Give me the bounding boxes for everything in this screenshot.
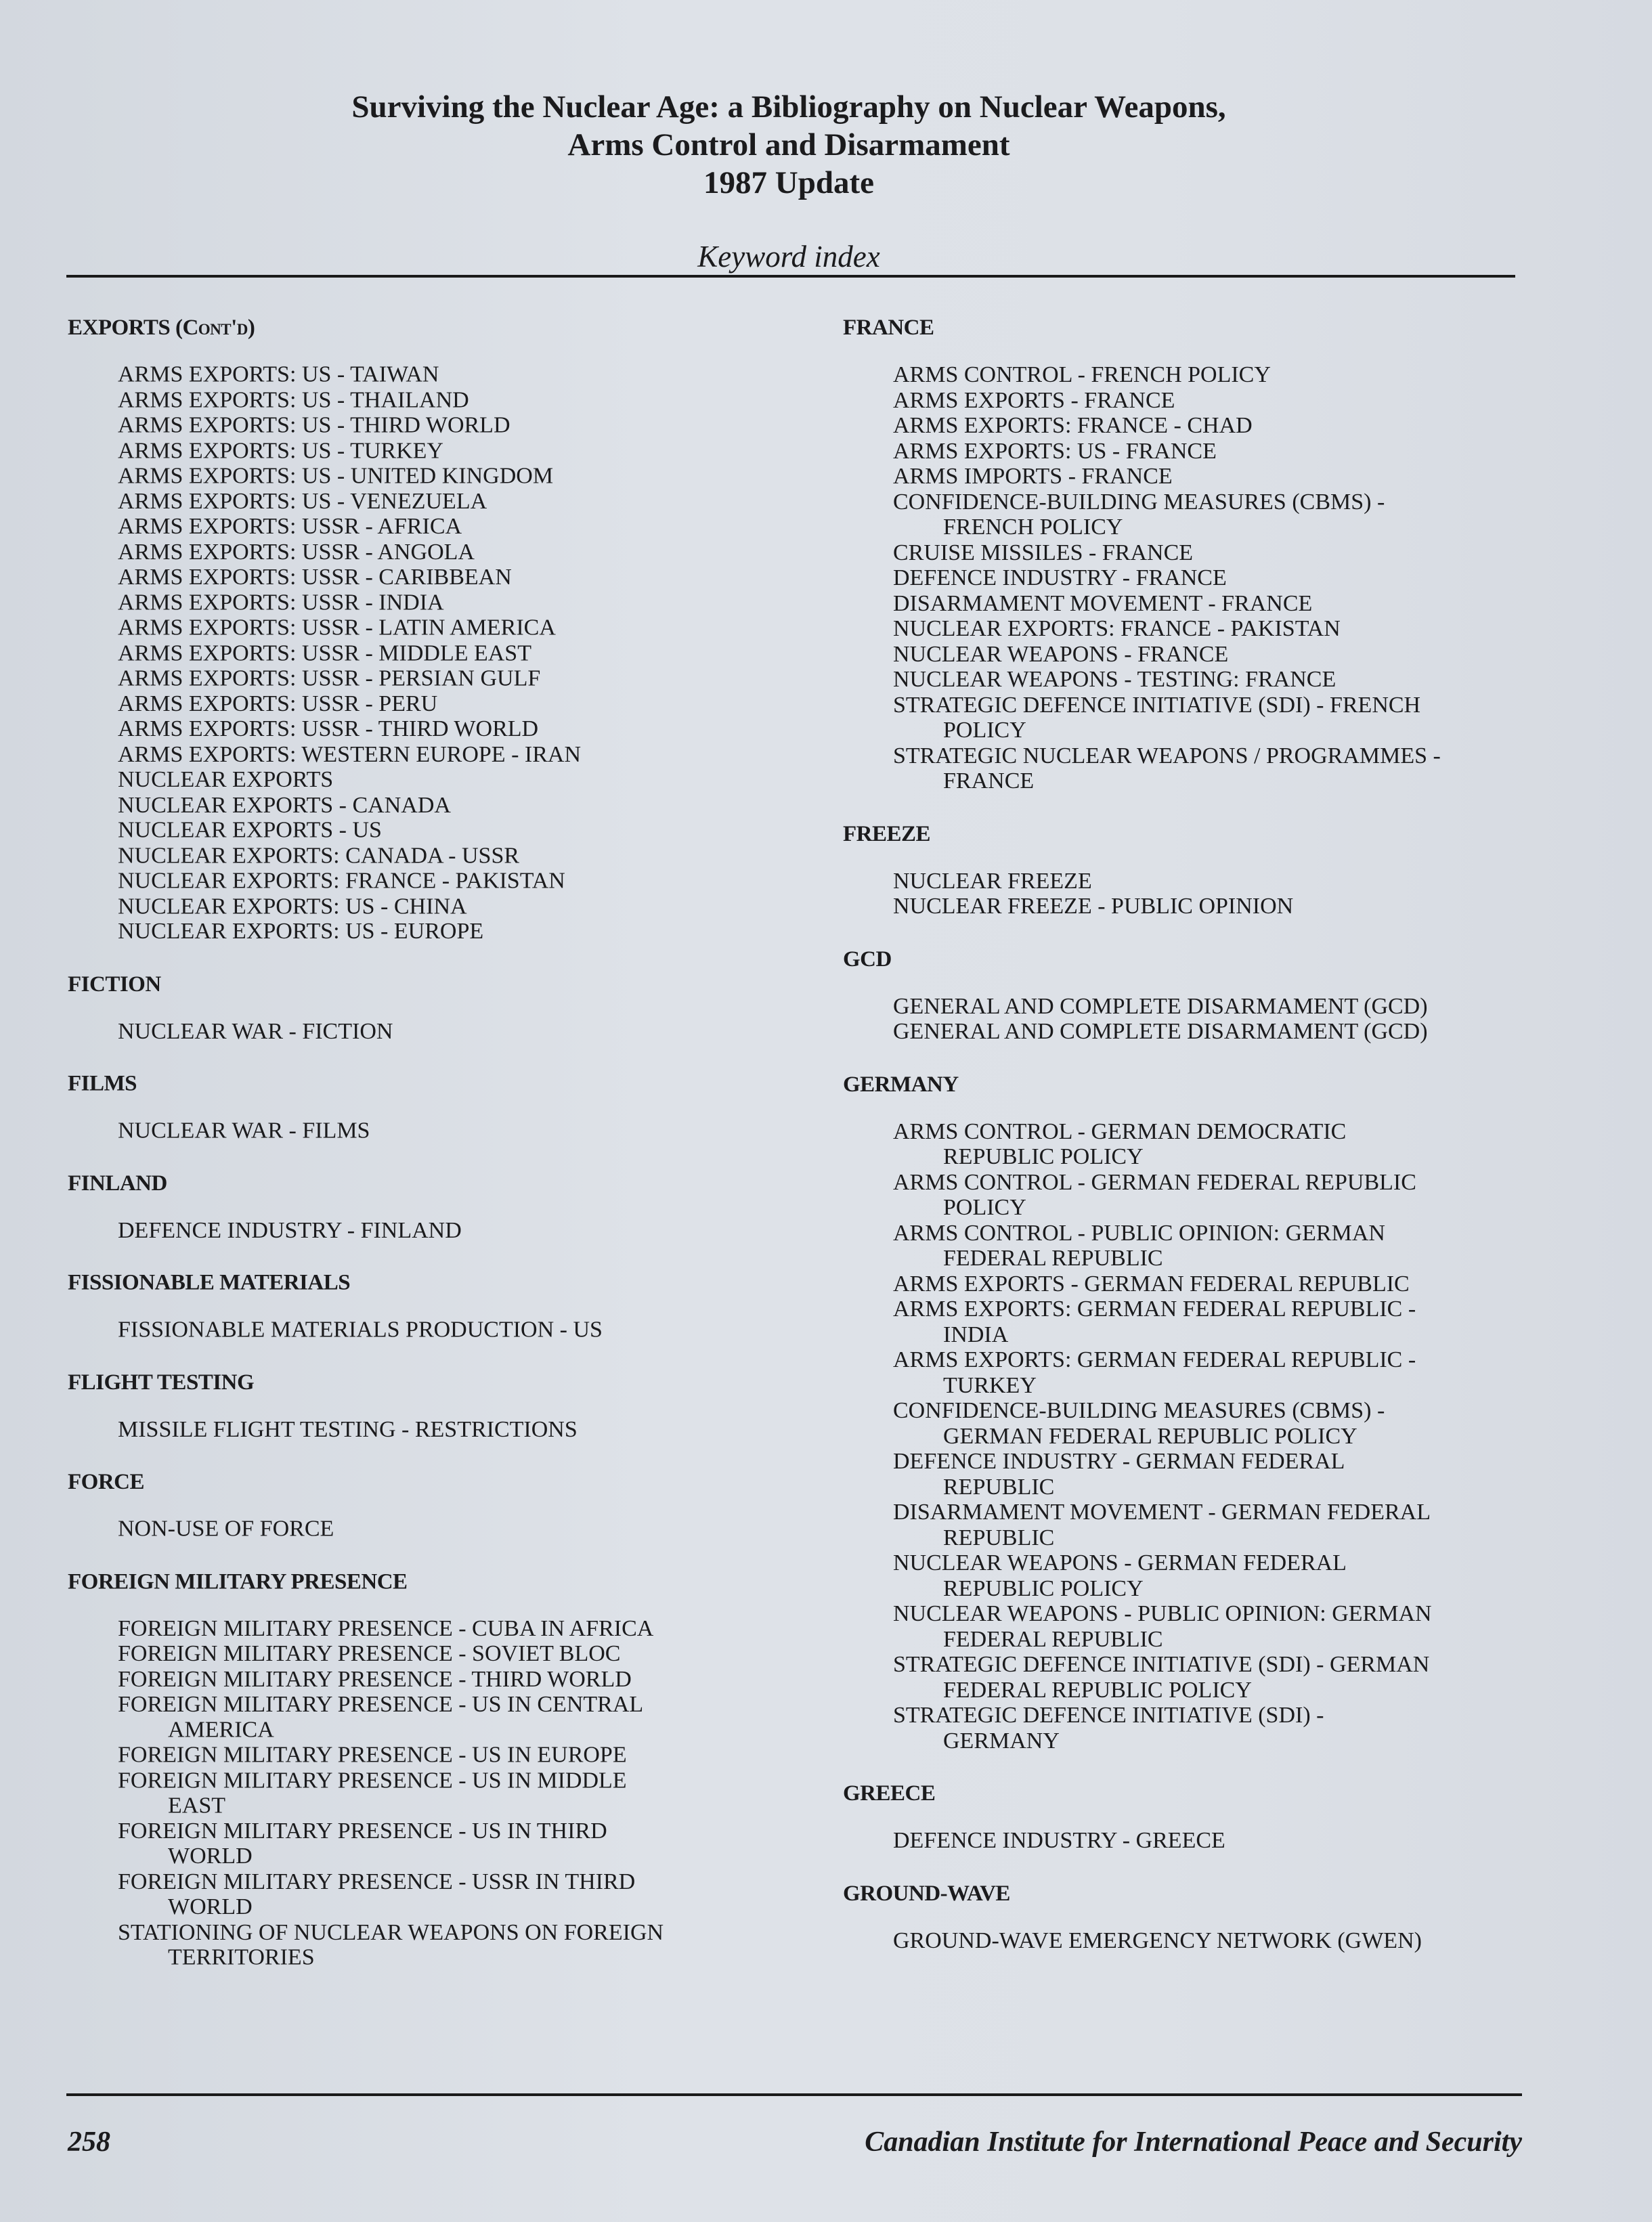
section-heading: GERMANY xyxy=(843,1072,959,1097)
index-entry xyxy=(843,1449,1561,1500)
entry-line: GENERAL AND COMPLETE DISARMAMENT (GCD) xyxy=(893,1019,1428,1044)
entry-line: ARMS EXPORTS: USSR - THIRD WORLD xyxy=(118,716,539,742)
index-section xyxy=(68,1469,819,1542)
entry-line: NUCLEAR EXPORTS - CANADA xyxy=(118,792,451,818)
index-entry xyxy=(68,843,819,868)
entry-line: ARMS EXPORTS: US - FRANCE xyxy=(893,438,1217,464)
index-entry xyxy=(843,1297,1561,1347)
section-heading: FORCE xyxy=(68,1469,144,1494)
entry-line: NUCLEAR WEAPONS - FRANCE xyxy=(893,641,1229,667)
entry-line: ARMS EXPORTS: USSR - INDIA xyxy=(118,590,444,615)
entry-list xyxy=(68,1118,819,1143)
index-entry xyxy=(68,1666,819,1691)
entry-list xyxy=(68,1317,819,1343)
entry-line: CONFIDENCE-BUILDING MEASURES (CBMS) - xyxy=(893,489,1385,515)
entry-line: GROUND-WAVE EMERGENCY NETWORK (GWEN) xyxy=(893,1927,1422,1953)
page-number: 258 xyxy=(68,2127,110,2158)
index-section xyxy=(68,972,819,1044)
index-entry xyxy=(68,818,819,843)
entry-line: NON-USE OF FORCE xyxy=(118,1516,334,1542)
index-entry xyxy=(843,894,1561,919)
entry-line: FOREIGN MILITARY PRESENCE - USSR IN THIRD xyxy=(118,1869,636,1894)
entry-line: FOREIGN MILITARY PRESENCE - US IN EUROPE xyxy=(118,1742,627,1768)
entry-line: ARMS CONTROL - FRENCH POLICY xyxy=(893,362,1271,387)
entry-line: ARMS EXPORTS: WESTERN EUROPE - IRAN xyxy=(118,741,582,767)
entry-line: ARMS EXPORTS: US - TAIWAN xyxy=(118,362,439,387)
entry-line: ARMS EXPORTS: USSR - PERSIAN GULF xyxy=(118,666,541,691)
entry-line: ARMS EXPORTS: GERMAN FEDERAL REPUBLIC - xyxy=(893,1297,1416,1322)
entry-line: ARMS EXPORTS: USSR - AFRICA xyxy=(118,514,462,540)
section-heading: GCD xyxy=(843,946,892,972)
index-entry xyxy=(68,666,819,691)
section-heading: GREECE xyxy=(843,1781,936,1806)
entry-continuation: REPUBLIC POLICY xyxy=(943,1144,1144,1169)
entry-line: FOREIGN MILITARY PRESENCE - CUBA IN AFRICA xyxy=(118,1615,654,1641)
entry-continuation: POLICY xyxy=(943,1195,1026,1220)
index-section xyxy=(843,1781,1561,1854)
entry-line: NUCLEAR EXPORTS: US - CHINA xyxy=(118,893,467,919)
entry-line: NUCLEAR FREEZE - PUBLIC OPINION xyxy=(893,894,1294,919)
entry-line: ARMS EXPORTS: US - TURKEY xyxy=(118,437,443,463)
index-entry xyxy=(68,362,819,387)
index-entry xyxy=(843,667,1561,693)
entry-continuation: GERMANY xyxy=(943,1728,1060,1753)
index-entry xyxy=(843,1221,1561,1271)
index-entry xyxy=(843,1398,1561,1449)
entry-line: CRUISE MISSILES - FRANCE xyxy=(893,540,1194,565)
entry-continuation: AMERICA xyxy=(168,1717,274,1743)
entry-continuation: EAST xyxy=(168,1793,225,1818)
entry-list xyxy=(843,1928,1561,1954)
title-line-3: 1987 Update xyxy=(703,165,874,200)
entry-line: ARMS EXPORTS: US - THAILAND xyxy=(118,387,469,413)
entry-line: NUCLEAR EXPORTS - US xyxy=(118,817,382,843)
index-section xyxy=(843,1072,1561,1754)
index-entry xyxy=(68,1616,819,1641)
entry-line: CONFIDENCE-BUILDING MEASURES (CBMS) - xyxy=(893,1398,1385,1423)
index-entry xyxy=(68,438,819,463)
entry-line: ARMS EXPORTS: USSR - ANGOLA xyxy=(118,539,475,565)
entry-continuation: REPUBLIC xyxy=(943,1525,1055,1550)
index-entry xyxy=(843,616,1561,642)
index-entry xyxy=(68,387,819,412)
entry-list xyxy=(68,362,819,944)
index-entry xyxy=(68,1118,819,1143)
index-entry xyxy=(68,869,819,894)
index-section xyxy=(843,315,1561,794)
entry-line: DISARMAMENT MOVEMENT - GERMAN FEDERAL xyxy=(893,1500,1431,1525)
entry-line: NUCLEAR FREEZE xyxy=(893,868,1092,894)
entry-list xyxy=(843,869,1561,919)
entry-line: ARMS EXPORTS: GERMAN FEDERAL REPUBLIC - xyxy=(893,1347,1416,1372)
index-entry xyxy=(68,1641,819,1666)
index-entry xyxy=(843,642,1561,668)
entry-line: NUCLEAR WEAPONS - TESTING: FRANCE xyxy=(893,667,1336,692)
entry-line: MISSILE FLIGHT TESTING - RESTRICTIONS xyxy=(118,1416,578,1442)
entry-line: ARMS EXPORTS - FRANCE xyxy=(893,387,1175,413)
index-entry xyxy=(68,1743,819,1768)
section-heading: FOREIGN MILITARY PRESENCE xyxy=(68,1569,408,1594)
index-entry xyxy=(843,1119,1561,1170)
entry-line: NUCLEAR EXPORTS: US - EUROPE xyxy=(118,919,484,944)
entry-list xyxy=(68,1018,819,1043)
entry-line: FOREIGN MILITARY PRESENCE - US IN THIRD xyxy=(118,1818,607,1844)
section-heading: FICTION xyxy=(68,972,161,997)
entry-line: ARMS EXPORTS: USSR - PERU xyxy=(118,691,438,716)
index-entry xyxy=(843,1928,1561,1954)
index-section xyxy=(843,1881,1561,1954)
index-entry xyxy=(68,463,819,488)
index-entry xyxy=(68,489,819,514)
index-entry xyxy=(68,919,819,944)
index-entry xyxy=(843,1703,1561,1753)
index-entry xyxy=(68,1517,819,1542)
index-entry xyxy=(68,590,819,615)
entry-continuation: WORLD xyxy=(168,1894,253,1919)
index-entry xyxy=(68,792,819,817)
index-entry xyxy=(68,1317,819,1343)
header-divider xyxy=(66,275,1515,278)
entry-line: NUCLEAR WAR - FICTION xyxy=(118,1018,393,1044)
index-entry xyxy=(68,540,819,565)
entry-line: FISSIONABLE MATERIALS PRODUCTION - US xyxy=(118,1317,603,1343)
entry-list xyxy=(68,1616,819,1970)
entry-continuation: INDIA xyxy=(943,1322,1009,1347)
index-entry xyxy=(843,1019,1561,1045)
footer-institution: Canadian Institute for International Peace and Security xyxy=(865,2127,1522,2158)
entry-line: DISARMAMENT MOVEMENT - FRANCE xyxy=(893,590,1313,616)
index-section xyxy=(68,1071,819,1143)
entry-list xyxy=(843,1828,1561,1854)
entry-line: ARMS EXPORTS: US - THIRD WORLD xyxy=(118,412,510,438)
section-heading: FISSIONABLE MATERIALS xyxy=(68,1270,351,1295)
entry-line: DEFENCE INDUSTRY - GERMAN FEDERAL xyxy=(893,1449,1345,1474)
entry-continuation: REPUBLIC xyxy=(943,1474,1055,1500)
entry-line: FOREIGN MILITARY PRESENCE - THIRD WORLD xyxy=(118,1666,632,1692)
index-entry xyxy=(68,1217,819,1242)
entry-line: NUCLEAR EXPORTS: FRANCE - PAKISTAN xyxy=(893,616,1341,641)
index-entry xyxy=(843,1828,1561,1854)
index-entry xyxy=(68,1919,819,1970)
index-entry xyxy=(843,1652,1561,1703)
index-entry xyxy=(68,565,819,590)
index-entry xyxy=(843,1500,1561,1550)
entry-continuation: TURKEY xyxy=(943,1372,1037,1398)
section-heading: FINLAND xyxy=(68,1171,167,1196)
index-entry xyxy=(843,693,1561,743)
index-entry xyxy=(843,362,1561,388)
entry-line: ARMS EXPORTS - GERMAN FEDERAL REPUBLIC xyxy=(893,1271,1410,1297)
index-entry xyxy=(843,743,1561,794)
entry-line: ARMS EXPORTS: USSR - LATIN AMERICA xyxy=(118,615,556,640)
entry-line: STRATEGIC NUCLEAR WEAPONS / PROGRAMMES - xyxy=(893,743,1441,768)
entry-continuation: FRENCH POLICY xyxy=(943,515,1123,540)
entry-line: ARMS EXPORTS: USSR - MIDDLE EAST xyxy=(118,640,531,666)
entry-line: STRATEGIC DEFENCE INITIATIVE (SDI) - GERMAN xyxy=(893,1652,1430,1677)
entry-line: NUCLEAR EXPORTS xyxy=(118,766,334,792)
index-section xyxy=(843,946,1561,1045)
index-entry xyxy=(68,1692,819,1743)
entry-line: DEFENCE INDUSTRY - FRANCE xyxy=(893,565,1227,590)
index-entry xyxy=(843,591,1561,617)
index-entry xyxy=(68,1869,819,1920)
entry-continuation: FRANCE xyxy=(943,768,1035,793)
section-heading: FILMS xyxy=(68,1071,137,1096)
index-entry xyxy=(843,994,1561,1020)
index-entry xyxy=(68,716,819,741)
title-line-1: Surviving the Nuclear Age: a Bibliography on Nuclear Weapons, xyxy=(351,89,1226,125)
entry-continuation: GERMAN FEDERAL REPUBLIC POLICY xyxy=(943,1423,1357,1449)
index-entry xyxy=(68,691,819,716)
entry-line: NUCLEAR WEAPONS - PUBLIC OPINION: GERMAN xyxy=(893,1601,1432,1626)
index-entry xyxy=(843,1347,1561,1398)
index-entry xyxy=(68,615,819,640)
entry-list xyxy=(68,1517,819,1542)
index-section xyxy=(68,1370,819,1442)
index-entry xyxy=(68,514,819,539)
entry-line: FOREIGN MILITARY PRESENCE - SOVIET BLOC xyxy=(118,1641,621,1666)
entry-line: NUCLEAR WAR - FILMS xyxy=(118,1118,370,1143)
index-section xyxy=(68,1569,819,1970)
index-section xyxy=(68,315,819,944)
entry-line: STATIONING OF NUCLEAR WEAPONS ON FOREIGN xyxy=(118,1919,664,1945)
entry-list xyxy=(843,994,1561,1045)
entry-continuation: FEDERAL REPUBLIC xyxy=(943,1246,1163,1271)
entry-continuation: FEDERAL REPUBLIC POLICY xyxy=(943,1677,1252,1703)
index-entry xyxy=(68,894,819,919)
index-entry xyxy=(68,1768,819,1818)
section-heading: GROUND-WAVE xyxy=(843,1881,1010,1906)
entry-line: ARMS CONTROL - PUBLIC OPINION: GERMAN xyxy=(893,1220,1385,1246)
footer-divider xyxy=(66,2093,1522,2096)
entry-line: NUCLEAR EXPORTS: CANADA - USSR xyxy=(118,843,520,869)
index-entry xyxy=(68,1818,819,1869)
entry-continuation: REPUBLIC POLICY xyxy=(943,1575,1144,1601)
index-entry xyxy=(843,1550,1561,1601)
entry-line: GENERAL AND COMPLETE DISARMAMENT (GCD) xyxy=(893,993,1428,1019)
right-column xyxy=(843,315,1561,1980)
section-heading: EXPORTS (Cont'd) xyxy=(68,315,255,340)
index-entry xyxy=(68,1417,819,1442)
entry-line: NUCLEAR WEAPONS - GERMAN FEDERAL xyxy=(893,1550,1347,1575)
index-entry xyxy=(68,640,819,666)
index-entry xyxy=(843,1601,1561,1652)
entry-line: FOREIGN MILITARY PRESENCE - US IN CENTRAL xyxy=(118,1691,644,1717)
section-heading: FREEZE xyxy=(843,821,931,846)
entry-continuation: TERRITORIES xyxy=(168,1944,315,1970)
index-entry xyxy=(68,742,819,767)
index-section xyxy=(68,1171,819,1243)
page-title xyxy=(0,88,1578,202)
title-line-2: Arms Control and Disarmament xyxy=(567,127,1010,162)
index-section xyxy=(68,1270,819,1343)
page-subtitle: Keyword index xyxy=(697,240,880,274)
index-entry xyxy=(843,1170,1561,1221)
entry-line: NUCLEAR EXPORTS: FRANCE - PAKISTAN xyxy=(118,868,565,894)
entry-continuation: WORLD xyxy=(168,1844,253,1869)
index-entry xyxy=(68,413,819,438)
index-section xyxy=(843,821,1561,919)
index-entry xyxy=(843,540,1561,566)
entry-line: ARMS EXPORTS: US - VENEZUELA xyxy=(118,488,487,514)
entry-list xyxy=(68,1417,819,1442)
section-heading: FLIGHT TESTING xyxy=(68,1370,255,1395)
entry-continuation: FEDERAL REPUBLIC xyxy=(943,1626,1163,1652)
index-entry xyxy=(843,869,1561,894)
index-entry xyxy=(68,1018,819,1043)
entry-line: ARMS EXPORTS: FRANCE - CHAD xyxy=(893,413,1253,438)
index-entry xyxy=(843,413,1561,439)
entry-line: STRATEGIC DEFENCE INITIATIVE (SDI) - xyxy=(893,1703,1324,1728)
entry-list xyxy=(843,362,1561,794)
entry-line: STRATEGIC DEFENCE INITIATIVE (SDI) - FRENCH xyxy=(893,692,1421,718)
entry-line: ARMS EXPORTS: US - UNITED KINGDOM xyxy=(118,463,554,489)
entry-line: ARMS CONTROL - GERMAN FEDERAL REPUBLIC xyxy=(893,1169,1416,1195)
entry-continuation: POLICY xyxy=(943,718,1026,743)
entry-line: FOREIGN MILITARY PRESENCE - US IN MIDDLE xyxy=(118,1768,627,1793)
index-entry xyxy=(843,1271,1561,1297)
entry-line: ARMS CONTROL - GERMAN DEMOCRATIC xyxy=(893,1118,1347,1144)
index-entry xyxy=(68,767,819,792)
section-heading: FRANCE xyxy=(843,315,934,340)
entry-list xyxy=(68,1217,819,1242)
index-entry xyxy=(843,489,1561,540)
entry-line: DEFENCE INDUSTRY - GREECE xyxy=(893,1828,1225,1853)
index-entry xyxy=(843,565,1561,591)
index-entry xyxy=(843,439,1561,464)
entry-line: ARMS IMPORTS - FRANCE xyxy=(893,464,1173,489)
left-column xyxy=(68,315,819,1997)
index-entry xyxy=(843,388,1561,414)
entry-line: DEFENCE INDUSTRY - FINLAND xyxy=(118,1217,462,1243)
index-entry xyxy=(843,464,1561,489)
entry-list xyxy=(843,1119,1561,1754)
entry-line: ARMS EXPORTS: USSR - CARIBBEAN xyxy=(118,564,512,590)
